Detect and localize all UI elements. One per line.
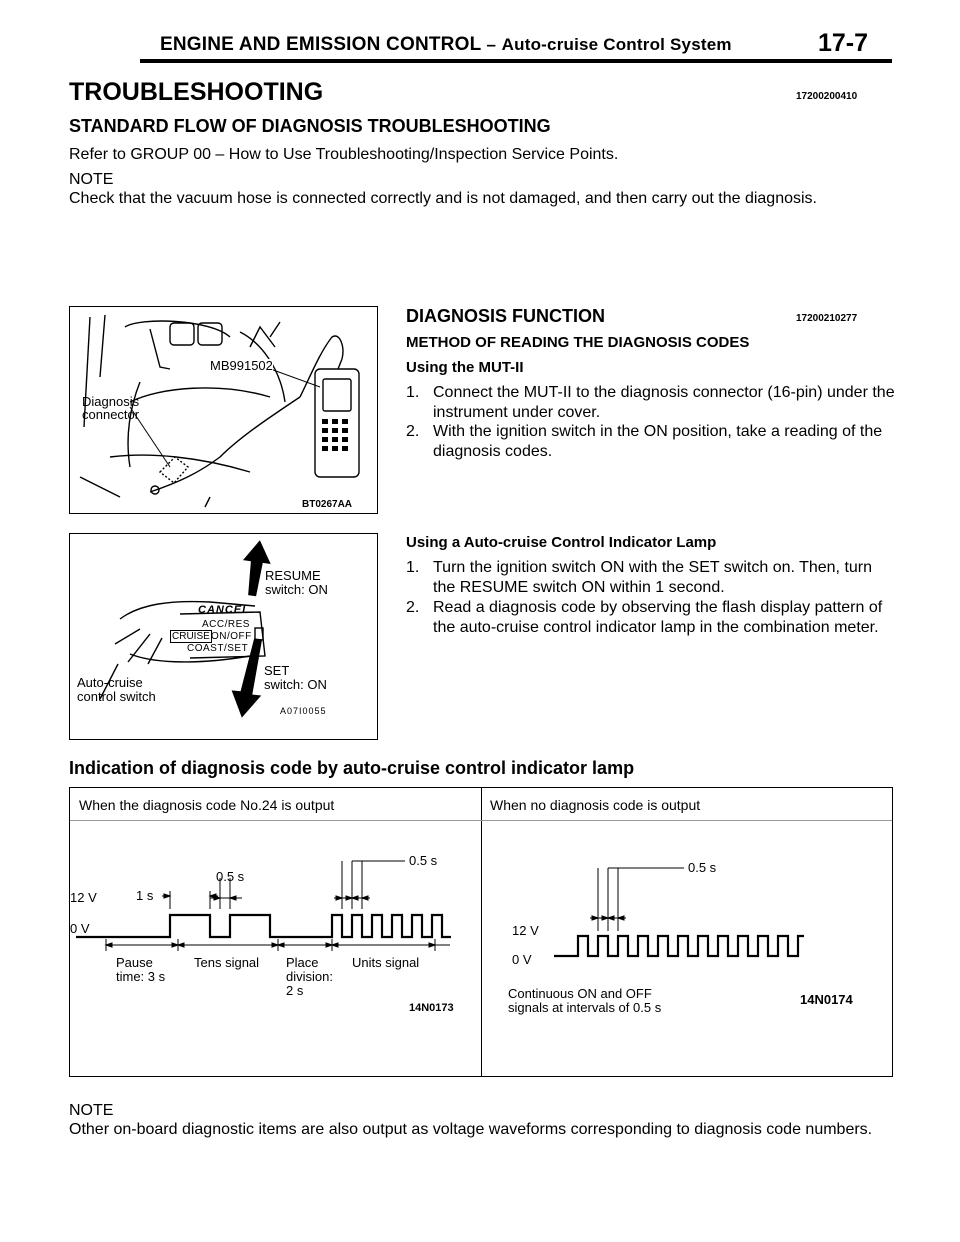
left-0v-label: 0 V bbox=[70, 921, 90, 936]
connector-label-line2: connector bbox=[82, 407, 140, 422]
figure2-code: A07I0055 bbox=[280, 706, 327, 716]
refer-text: Refer to GROUP 00 – How to Use Troubleshooting/Inspection Service Points. bbox=[69, 146, 619, 163]
mut-step-2 bbox=[406, 422, 896, 462]
step-number: 1. bbox=[406, 559, 420, 576]
units-signal-label: Units signal bbox=[352, 955, 420, 970]
figure-cruise-switch bbox=[69, 533, 378, 740]
left-1s-label: 1 s bbox=[136, 888, 154, 903]
mut-step-1 bbox=[406, 383, 896, 423]
right-12v-label: 12 V bbox=[512, 923, 539, 938]
coastset-label: COAST/SET bbox=[187, 643, 249, 654]
header-rule bbox=[140, 59, 892, 63]
diagnosis-function-code: 17200210277 bbox=[796, 313, 858, 324]
indication-heading: Indication of diagnosis code by auto-cruise control indicator lamp bbox=[69, 758, 635, 778]
resume-label-line2: switch: ON bbox=[265, 582, 328, 597]
diagnosis-function-heading: DIAGNOSIS FUNCTION bbox=[406, 306, 606, 326]
note-label: NOTE bbox=[69, 171, 114, 188]
cruise-label: CRUISE bbox=[172, 631, 210, 642]
step-text: With the ignition switch in the ON position, take a reading of the diagnosis codes. bbox=[433, 423, 883, 460]
step-text: Turn the ignition switch ON with the SET switch on. Then, turn the RESUME switch ON within 1 second. bbox=[433, 559, 873, 596]
continuous-label-line2: signals at intervals of 0.5 s bbox=[508, 1000, 662, 1015]
tens-signal-label: Tens signal bbox=[194, 955, 260, 970]
pause-label-line1: Pause bbox=[116, 955, 153, 970]
mut-tester-icon bbox=[315, 369, 359, 477]
col2-header: When no diagnosis code is output bbox=[490, 797, 701, 813]
waveform-no-code bbox=[482, 821, 892, 1021]
using-lamp-heading: Using a Auto-cruise Control Indicator Lamp bbox=[406, 534, 717, 551]
tool-number-label: MB991502 bbox=[210, 358, 273, 373]
method-heading: METHOD OF READING THE DIAGNOSIS CODES bbox=[406, 334, 750, 351]
right-05s-label: 0.5 s bbox=[688, 860, 717, 875]
place-label-line1: Place bbox=[286, 955, 319, 970]
using-mut-heading: Using the MUT-II bbox=[406, 359, 524, 376]
waveform-code-24 bbox=[70, 821, 481, 1021]
footer-note-label: NOTE bbox=[69, 1102, 114, 1119]
place-label-line3: 2 s bbox=[286, 983, 304, 998]
accres-label: ACC/RES bbox=[202, 619, 250, 630]
resume-label-line1: RESUME bbox=[265, 568, 321, 583]
header-dash: – bbox=[486, 35, 497, 54]
lamp-step-2 bbox=[406, 598, 896, 658]
footer-note-text: Other on-board diagnostic items are also output as voltage waveforms corresponding to diagnosis code numbers. bbox=[69, 1121, 873, 1138]
left-05s-b-label: 0.5 s bbox=[409, 853, 438, 868]
header-section: ENGINE AND EMISSION CONTROL bbox=[160, 34, 482, 55]
standard-flow-heading: STANDARD FLOW OF DIAGNOSIS TROUBLESHOOTING bbox=[69, 116, 551, 136]
continuous-label-line1: Continuous ON and OFF bbox=[508, 986, 652, 1001]
note-text: Check that the vacuum hose is connected correctly and is not damaged, and then carry out the diagnosis. bbox=[69, 190, 817, 207]
page-number: 17-7 bbox=[818, 29, 869, 57]
troubleshooting-heading: TROUBLESHOOTING bbox=[69, 78, 324, 106]
onoff-label: ON/OFF bbox=[211, 631, 252, 642]
troubleshooting-code: 17200200410 bbox=[796, 91, 858, 102]
col1-header: When the diagnosis code No.24 is output bbox=[79, 797, 335, 813]
figure-14n0174-code: 14N0174 bbox=[800, 992, 853, 1007]
step-text: Connect the MUT-II to the diagnosis connector (16-pin) under the instrument under cover. bbox=[433, 384, 895, 421]
left-05s-a-label: 0.5 s bbox=[216, 869, 245, 884]
pause-label-line2: time: 3 s bbox=[116, 969, 166, 984]
cancel-label: CANCEL bbox=[198, 604, 250, 616]
figure-14n0173-code: 14N0173 bbox=[409, 1002, 454, 1014]
step-number: 2. bbox=[406, 599, 420, 616]
indication-table bbox=[69, 787, 893, 1077]
right-0v-label: 0 V bbox=[512, 952, 532, 967]
header-subsection: Auto-cruise Control System bbox=[501, 35, 732, 54]
set-label-line1: SET bbox=[264, 663, 290, 678]
page-header-title bbox=[160, 34, 732, 56]
switch-label-line2: control switch bbox=[77, 689, 156, 704]
step-text: Read a diagnosis code by observing the flash display pattern of the auto-cruise control indicator lamp in the combination meter. bbox=[433, 599, 883, 636]
figure-mut-connection bbox=[69, 306, 378, 514]
step-number: 2. bbox=[406, 423, 420, 440]
place-label-line2: division: bbox=[286, 969, 333, 984]
set-label-line2: switch: ON bbox=[264, 677, 327, 692]
lamp-step-1 bbox=[406, 558, 896, 598]
figure1-code: BT0267AA bbox=[302, 499, 353, 510]
switch-label-line1: Auto-cruise bbox=[77, 675, 143, 690]
left-12v-label: 12 V bbox=[70, 890, 97, 905]
step-number: 1. bbox=[406, 384, 420, 401]
connector-label-line1: Diagnosis bbox=[82, 394, 140, 409]
